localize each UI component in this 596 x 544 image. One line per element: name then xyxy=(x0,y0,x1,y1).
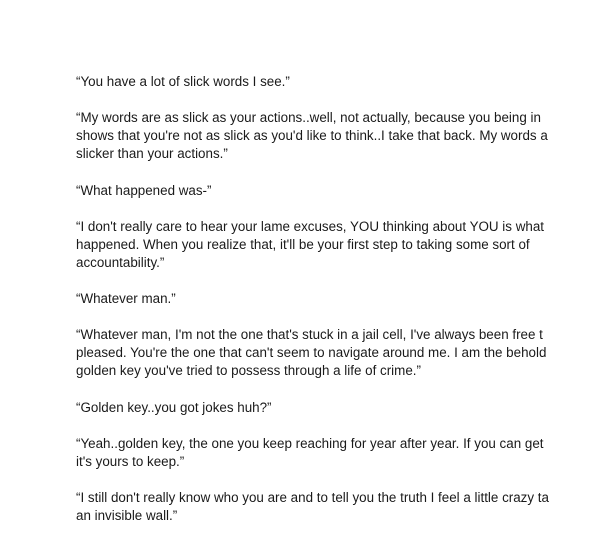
text-line: accountability.” xyxy=(76,254,165,270)
document-body xyxy=(76,73,596,544)
dialogue-paragraph xyxy=(76,109,596,163)
text-line: “Whatever man, I'm not the one that's stuck in a jail cell, I've always been free t xyxy=(76,327,543,343)
text-line: it's yours to keep.” xyxy=(76,454,185,470)
text-line: “I don't really care to hear your lame excuses, YOU thinking about YOU is what xyxy=(76,218,544,234)
text-line: happened. When you realize that, it'll be your first step to taking some sort of xyxy=(76,236,530,252)
dialogue-paragraph xyxy=(76,326,596,380)
text-line: “Golden key..you got jokes huh?” xyxy=(76,399,272,415)
dialogue-paragraph xyxy=(76,73,596,91)
dialogue-paragraph xyxy=(76,218,596,272)
dialogue-paragraph xyxy=(76,182,596,200)
text-line: shows that you're not as slick as you'd like to think..I take that back. My words a xyxy=(76,128,548,144)
text-line: “My words are as slick as your actions..well, not actually, because you being in xyxy=(76,110,541,126)
text-line: “What happened was-” xyxy=(76,182,212,198)
dialogue-paragraph xyxy=(76,399,596,417)
dialogue-paragraph xyxy=(76,489,596,525)
text-line: “I still don't really know who you are and to tell you the truth I feel a little crazy ta xyxy=(76,490,549,506)
dialogue-paragraph xyxy=(76,290,596,308)
text-line: “Yeah..golden key, the one you keep reaching for year after year. If you can get xyxy=(76,436,544,452)
text-line: golden key you've tried to possess through a life of crime.” xyxy=(76,363,421,379)
text-line: pleased. You're the one that can't seem to navigate around me. I am the behold xyxy=(76,345,547,361)
text-line: “Whatever man.” xyxy=(76,291,176,307)
text-line: “You have a lot of slick words I see.” xyxy=(76,74,290,89)
text-line: slicker than your actions.” xyxy=(76,146,228,162)
dialogue-paragraph xyxy=(76,435,596,471)
text-line: an invisible wall.” xyxy=(76,508,178,524)
